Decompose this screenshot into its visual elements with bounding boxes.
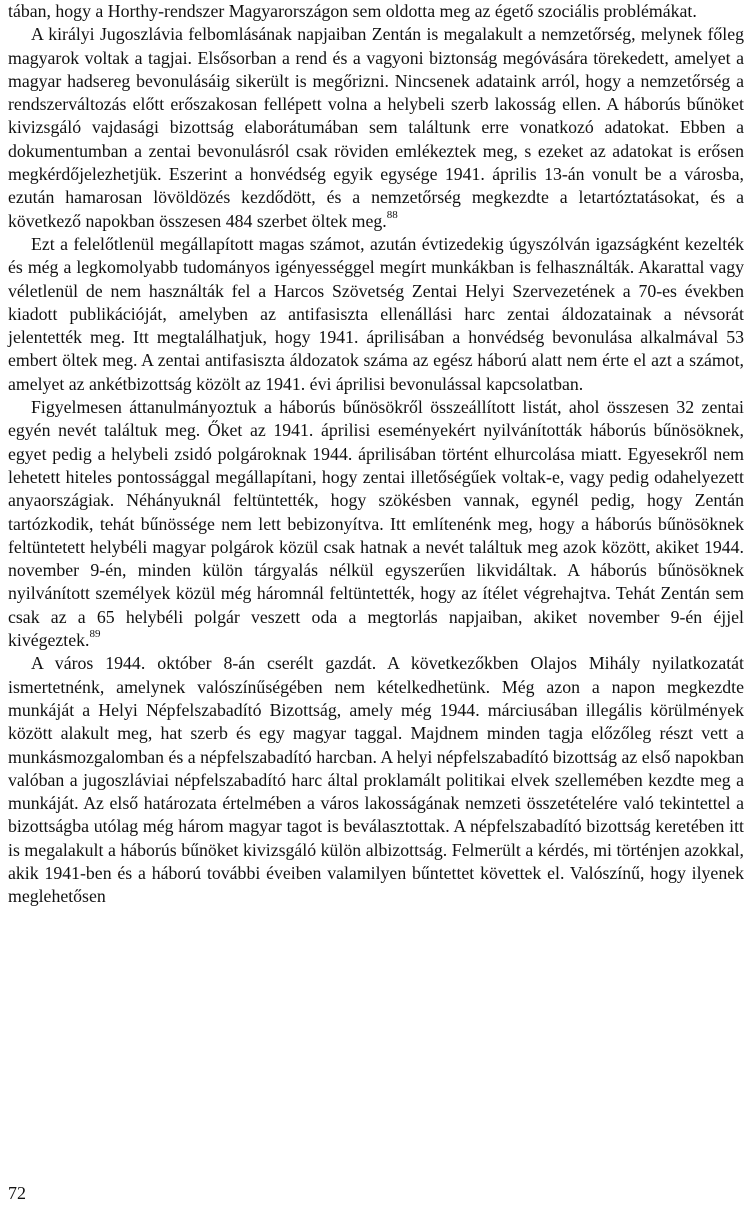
footnote-marker: 89	[89, 628, 101, 641]
paragraph-text: Ezt a felelőtlenül megállapított magas számot, azután évtizedekig úgyszólván igazságként kezelték és még a legkomolyabb tudományos igényességgel megírt munkákban is felhasználták. Akarattal vagy véletlenül de nem használták fel a Harcos Szövetség Zentai Helyi Szervezetének a 70-es években kiadott publikációját, amelyben az antifasiszta ellenállási harc zentai áldozatainak a névsorát jelentették meg. Itt megtalálhatjuk, hogy 1941. áprilisában a honvédség bevonulása alkalmával 53 embert öltek meg. A zentai antifasiszta áldozatok száma az egész háború alatt nem érte el azt a számot, amelyet az ankétbizottság közölt az 1941. évi áprilisi bevonulással kapcsolatban.	[8, 233, 744, 394]
paragraph-text: tában, hogy a Horthy-rendszer Magyarországon sem oldotta meg az égető szociális problémákat.	[8, 1, 697, 21]
paragraph-text: Figyelmesen áttanulmányoztuk a háborús bűnösökről összeállított listát, ahol összesen 32 zentai egyén nevét találtuk meg. Őket az 1941. áprilisi eseményekért nyilvánították háborús bűnösöknek, egyet pedig a helybeli zsidó polgároknak 1944. áprilisában történt elhurcolása miatt. Egyesekről nem lehetett hiteles pontossággal megállapítani, hogy zentai illetőségűek voltak-e, vagy pedig odahelyezett anyaországiak. Néhányuknál feltüntették, hogy szökésben vannak, egynél pedig, hogy Zentán tartózkodik, tehát bűnössége nem lett bebizonyítva. Itt említenénk meg, hogy a háborús bűnösöknek feltüntetett helybéli magyar polgárok közül csak hatnak a nevét találtuk meg azok között, akiket 1944. november 9-én, minden külön tárgyalás nélkül egyszerűen likvidáltak. A háborús bűnösöknek nyilvánított személyek közül még háromnál feltüntették, hogy az ítélet végrehajtva. Tehát Zentán sem csak az a 65 helybéli polgár veszett oda a megtorlás napjaiban, akiket november 9-én éjjel kivégeztek.	[8, 397, 744, 651]
footnote-marker: 88	[386, 208, 398, 221]
paragraph	[8, 23, 744, 233]
paragraph	[8, 652, 744, 908]
paragraph	[8, 396, 744, 652]
paragraph-text: A királyi Jugoszlávia felbomlásának napjaiban Zentán is megalakult a nemzetőrség, melynek főleg magyarok voltak a tagjai. Elsősorban a rend és a vagyoni biztonság megóvására törekedett, amelyet a magyar hadsereg bevonulásáig sikerült is megőrizni. Nincsenek adataink arról, hogy a nemzetőrség a rendszerváltozás előtt erőszakosan fellépett volna a helybeli szerb lakosság ellen. A háborús bűnöket kivizsgáló vajdasági bizottság elaborátumában sem találtunk erre vonatkozó adatokat. Ebben a dokumentumban a zentai bevonulásról csak röviden emlékeztek meg, s ezeket az adatokat is erősen megkérdőjelezhetjük. Eszerint a honvédség egyik egysége 1941. április 13-án vonult be a városba, ezután hamarosan lövöldözés kezdődött, és a nemzetőrség megkezdte a letartóztatásokat, és a következő napokban összesen 484 szerbet öltek meg.	[8, 24, 744, 231]
paragraph	[8, 233, 744, 396]
page-body	[8, 0, 744, 909]
paragraph	[8, 0, 744, 23]
page-number: 72	[8, 1183, 26, 1203]
paragraph-text: A város 1944. október 8-án cserélt gazdát. A következőkben Olajos Mihály nyilatkozatát ismertetnénk, amelynek valószínűségében nem kételkedhetünk. Még azon a napon megkezdte munkáját a Helyi Népfelszabadító Bizottság, amely még 1944. márciusában illegális körülmények között alakult meg, hat szerb és egy magyar taggal. Majdnem minden tagja előzőleg részt vett a munkásmozgalomban és a népfelszabadító harcban. A helyi népfelszabadító bizottság az első napokban valóban a jugoszláviai népfelszabadító harc által proklamált politikai elvek szellemében kezdte meg a munkáját. Az első határozata értelmében a város lakosságának nemzeti összetételére való tekintettel a bizottságba utólag még három magyar tagot is beválasztottak. A népfelszabadító bizottság keretében itt is megalakult a háborús bűnöket kivizsgáló külön albizottság. Felmerült a kérdés, mi történjen azokkal, akik 1941-ben és a háború további éveiben valamilyen bűntettet követtek el. Valószínű, hogy ilyenek meglehetősen	[8, 653, 744, 907]
